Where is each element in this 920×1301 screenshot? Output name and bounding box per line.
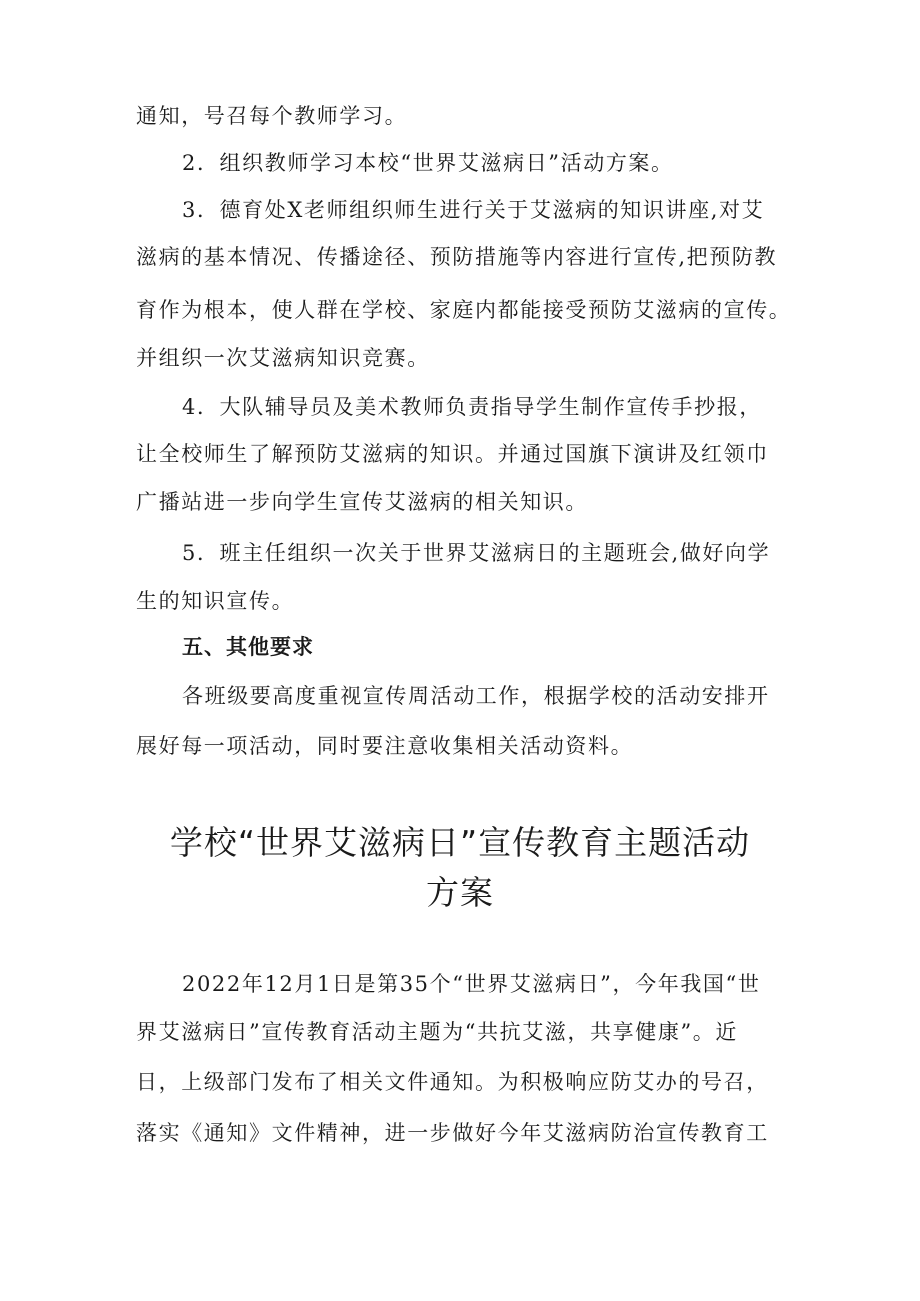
paragraph-line: 育作为根本，使人群在学校、家庭内都能接受预防艾滋病的宣传。	[136, 298, 792, 322]
intro-line: 落实《通知》文件精神，进一步做好今年艾滋病防治宣传教育工	[136, 1121, 769, 1145]
intro-line: 2022年12月1日是第35个“世界艾滋病日”，今年我国“世	[182, 972, 761, 996]
paragraph-line: 通知，号召每个教师学习。	[136, 104, 408, 128]
section-heading: 五、其他要求	[182, 635, 314, 659]
document-title-line-1: 学校“世界艾滋病日”宣传教育主题活动	[169, 823, 751, 862]
intro-line: 界艾滋病日”宣传教育活动主题为“共抗艾滋，共享健康”。近	[136, 1020, 739, 1044]
list-item-4: 4．大队辅导员及美术教师负责指导学生制作宣传手抄报，	[182, 395, 762, 419]
paragraph-line: 广播站进一步向学生宣传艾滋病的相关知识。	[136, 490, 588, 514]
list-item-2: 2．组织教师学习本校“世界艾滋病日”活动方案。	[182, 151, 674, 175]
paragraph-line: 展好每一项活动，同时要注意收集相关活动资料。	[136, 734, 634, 758]
list-item-3: 3．德育处X老师组织师生进行关于艾滋病的知识讲座,对艾	[182, 198, 765, 222]
paragraph-line: 生的知识宣传。	[136, 589, 295, 613]
paragraph-line: 滋病的基本情况、传播途径、预防措施等内容进行宣传,把预防教	[136, 245, 778, 269]
list-item-5: 5．班主任组织一次关于世界艾滋病日的主题班会,做好向学	[182, 541, 771, 565]
paragraph-line: 并组织一次艾滋病知识竞赛。	[136, 346, 430, 370]
document-title-line-2: 方案	[426, 873, 494, 912]
paragraph-line: 各班级要高度重视宣传周活动工作，根据学校的活动安排开	[182, 684, 770, 708]
intro-line: 日，上级部门发布了相关文件通知。为积极响应防艾办的号召，	[136, 1070, 769, 1094]
paragraph-line: 让全校师生了解预防艾滋病的知识。并通过国旗下演讲及红领巾	[136, 442, 769, 466]
